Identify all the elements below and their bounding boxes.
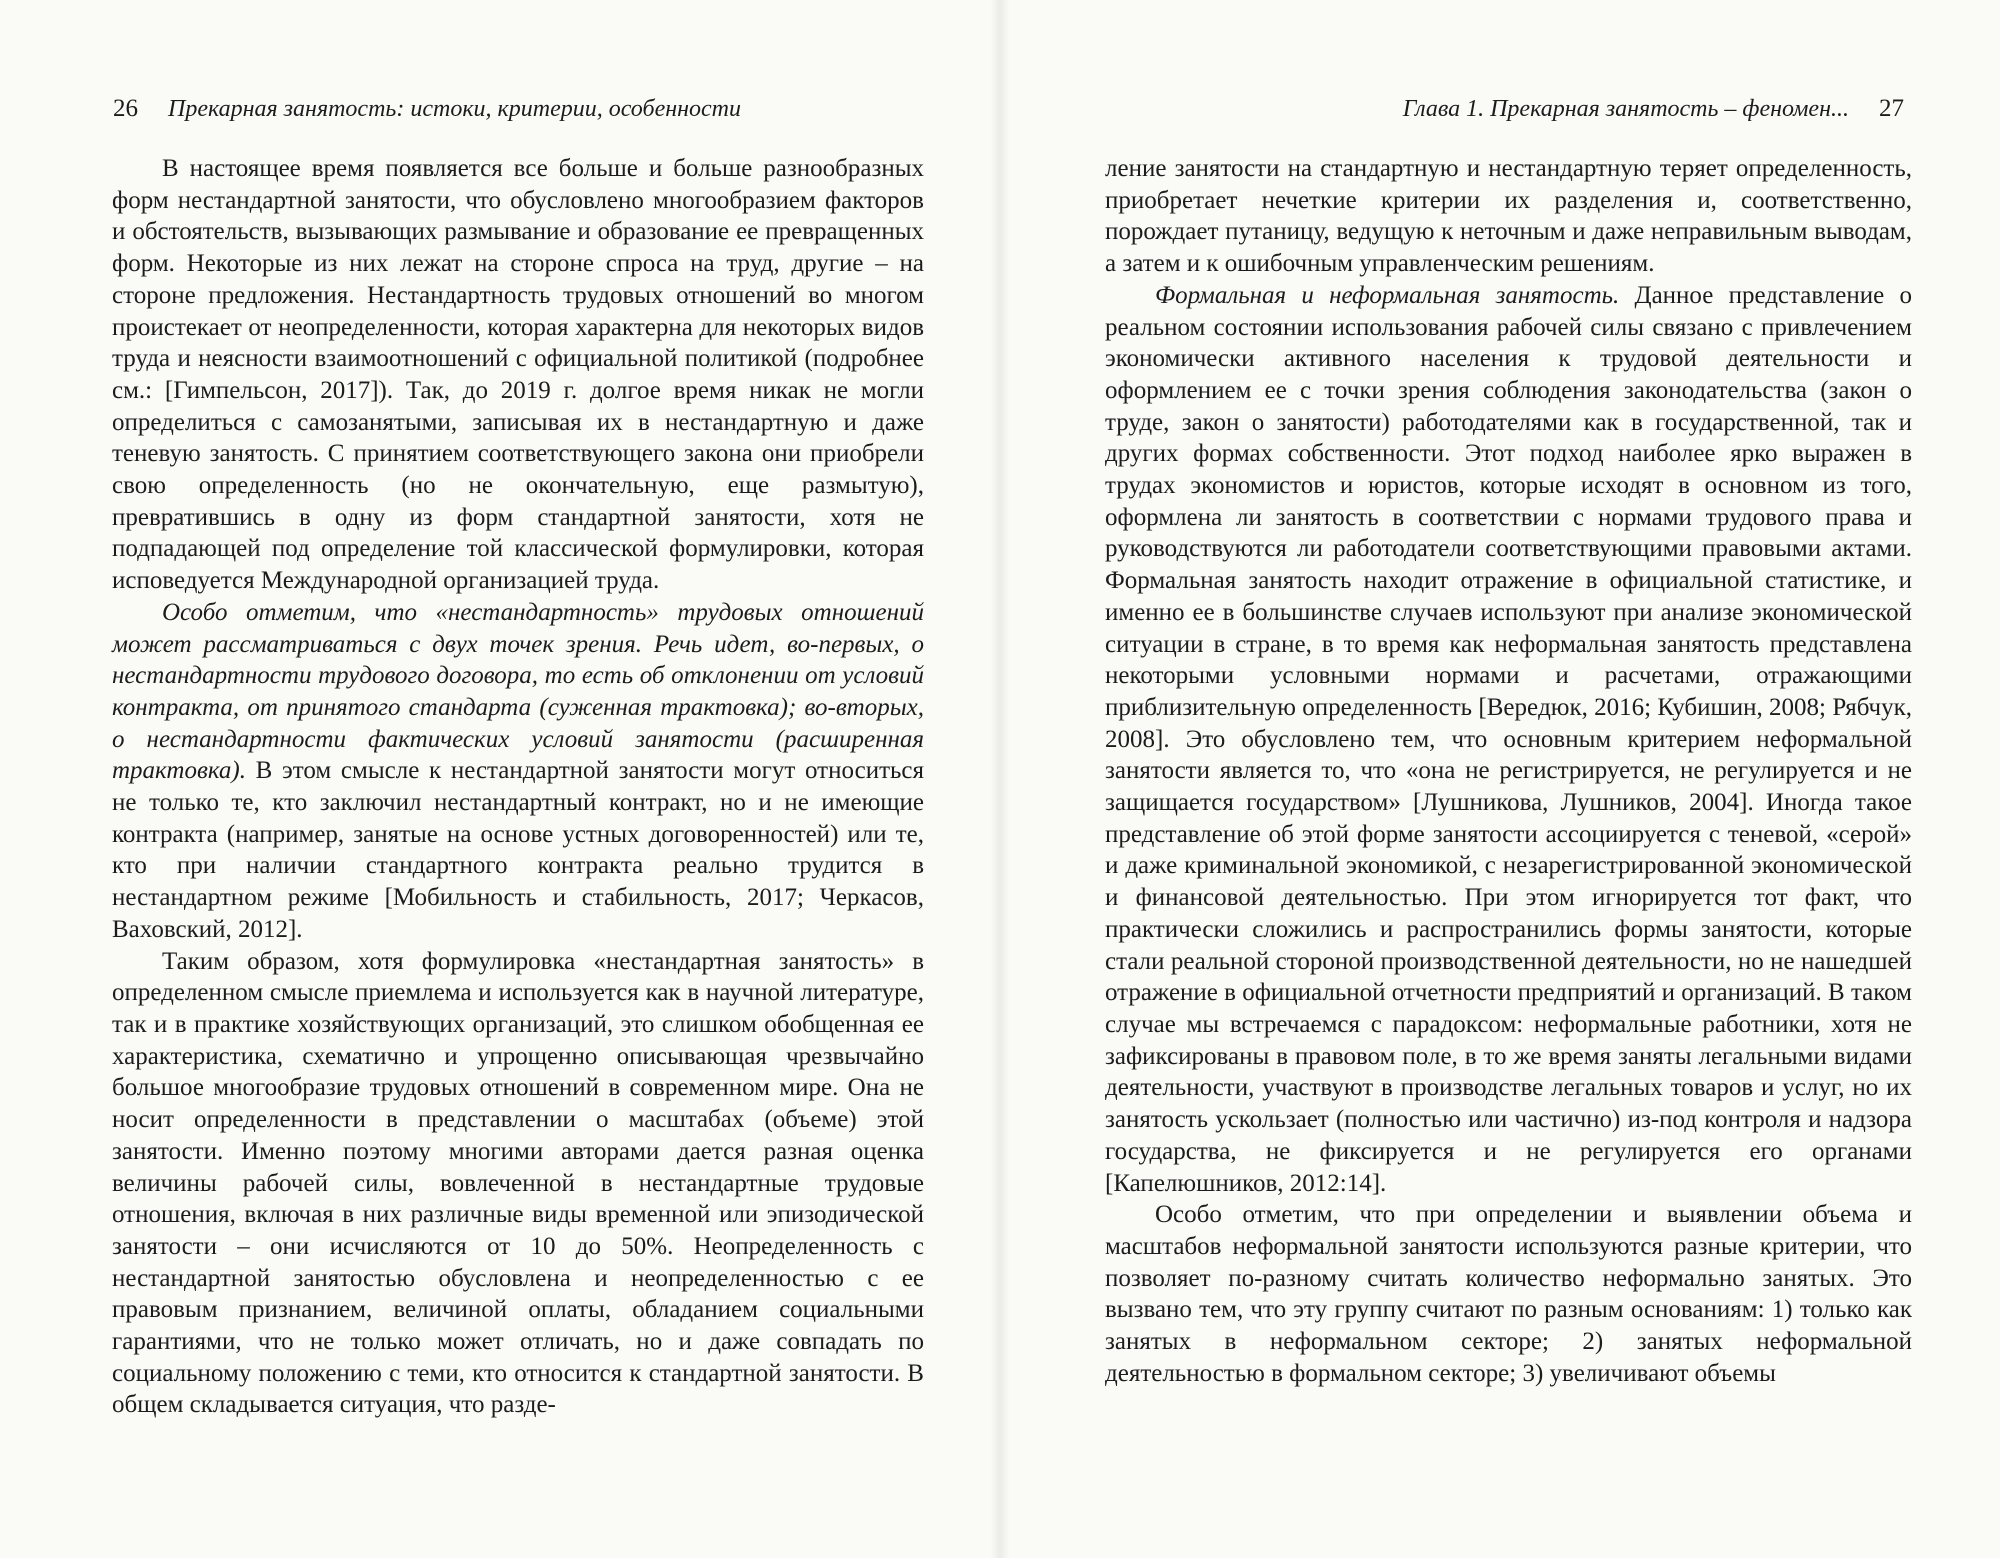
paragraph: Особо отметим, что при определении и выявлении объема и масштабов неформальной занятости используются разные критерии, что позволяет по-разному считать количество неформально занятых. Это вызвано тем, что эту группу считают по разным основаниям: 1) только как занятых в неформальном секторе; 2) занятых неформальной деятельностью в формальном секторе; 3) увеличивают объемы <box>1105 1201 1912 1387</box>
paragraph <box>112 597 924 946</box>
book-gutter <box>990 0 1010 1558</box>
right-page-header <box>1403 94 1904 124</box>
italic-emphasis: Формальная и неформальная занятость. <box>1155 281 1620 309</box>
running-title: Глава 1. Прекарная занятость – феномен... <box>1402 96 1849 122</box>
page-number: 26 <box>113 95 138 122</box>
paragraph-text: Данное представление о реальном состоянии использования рабочей силы связано с привлечением экономически активного населения к трудовой деятельности и оформлением ее с точки зрения соблюдения законодательства (закон о труде, закон о занятости) работодателями как в государственной, так и других формах собственности. Этот подход наиболее ярко выражен в трудах экономистов и юристов, которые исходят в основном из того, оформлена ли занятость в соответствии с нормами трудового права и руководствуются ли работодатели соответствующими правовыми актами. Формальная занятость находит отражение в официальной статистике, и именно ее в большинстве случаев используют при анализе экономической ситуации в стране, в то время как неформальная занятость представлена некоторыми условными нормами и расчетами, отражающими приблизительную определенность [Верeдюк, 2016; Кубишин, 2008; Рябчук, 2008]. Это обусловлено тем, что основным критерием неформальной занятости является то, что «она не регистрируется, не регулируется и не защищается государством» [Лушникова, Лушников, 2004]. Иногда такое представление об этой форме занятости ассоциируется с теневой, «серой» и даже криминальной экономикой, с незарегистрированной экономической и финансовой деятельностью. При этом игнорируется тот факт, что практически сложились и распространились формы занятости, которые стали реальной стороной производственной деятельности, но не нашедшей отражение в официальной отчетности предприятий и организаций. В таком случае мы встречаемся с парадоксом: неформальные работники, хотя не зафиксированы в правовом поле, в то же время заняты легальными видами деятельности, участвуют в производстве легальных товаров и услуг, но их занятость ускользает (полностью или частично) из-под контроля и надзора государства, не фиксируется и не регулируется его органами [Капелюшников, 2012:14]. <box>1105 281 1912 1197</box>
left-page-header <box>113 94 741 124</box>
paragraph: ление занятости на стандартную и нестандартную теряет определенность, приобретает нечеткие критерии их разделения и, соответственно, порождает путаницу, ведущую к неточным и даже неправильным выводам, а затем и к ошибочным управленческим решениям. <box>1105 155 1912 278</box>
paragraph: В настоящее время появляется все больше и больше разнообразных форм нестандартной занятости, что обусловлено многообразием факторов и обстоятельств, вызывающих размывание и образование ее превращенных форм. Некоторые из них лежат на стороне спроса на труд, другие – на стороне предложения. Нестандартность трудовых отношений во многом проистекает от неопределенности, которая характерна для некоторых видов труда и неясности взаимоотношений с официальной политикой (подробнее см.: [Гимпельсон, 2017]). Так, до 2019 г. долгое время никак не могли определиться с самозанятыми, записывая их в нестандартную и даже теневую занятость. С принятием соответствующего закона они приобрели свою определенность (но не окончательную, еще размытую), превратившись в одну из форм стандартной занятости, хотя не подпадающей под определение той классической формулировки, которая исповедуется Международной организацией труда. <box>112 155 924 595</box>
page-number: 27 <box>1879 95 1904 122</box>
left-page-text <box>112 153 924 1421</box>
paragraph: Таким образом, хотя формулировка «нестандартная занятость» в определенном смысле приемлема и используется как в научной литературе, так и в практике хозяйствующих организаций, это слишком обобщенная ее характеристика, схематично и упрощенно описывающая чрезвычайно большое многообразие трудовых отношений в современном мире. Она не носит определенности в представлении о масштабах (объеме) этой занятости. Именно поэтому многими авторами дается разная оценка величины рабочей силы, вовлеченной в нестандартные трудовые отношения, включая в них различные виды временной или эпизодической занятости – они исчисляются от 10 до 50%. Неопределенность с нестандартной занятостью обусловлена и неопределенностью с ее правовым признанием, величиной оплаты, обладанием социальными гарантиями, что не только может отличать, но и даже совпадать по социальному положению с теми, кто относится к стандартной занятости. В общем складывается ситуация, что разде- <box>112 947 924 1419</box>
italic-emphasis: Особо отметим, что «нестандартность» трудовых отношений может рассматриваться с двух точек зрения. Речь идет, во-первых, о нестандартности трудового договора, то есть об отклонении от условий контракта, от принятого стандарта (суженная трактовка); во-вторых, о нестандартности фактических условий занятости (расширенная трактовка). <box>112 598 924 785</box>
running-title: Прекарная занятость: истоки, критерии, особенности <box>168 96 742 122</box>
paragraph-text: В этом смысле к нестандартной занятости могут относиться не только те, кто заключил нестандартный контракт, но и не имеющие контракта (например, занятые на основе устных договоренностей) или те, кто при наличии стандартного контракта реально трудится в нестандартном режиме [Мобильность и стабильность, 2017; Черкасов, Ваховский, 2012]. <box>112 757 924 943</box>
paragraph <box>1105 280 1912 1199</box>
right-page-text <box>1105 153 1912 1389</box>
right-page <box>1000 0 2000 1558</box>
